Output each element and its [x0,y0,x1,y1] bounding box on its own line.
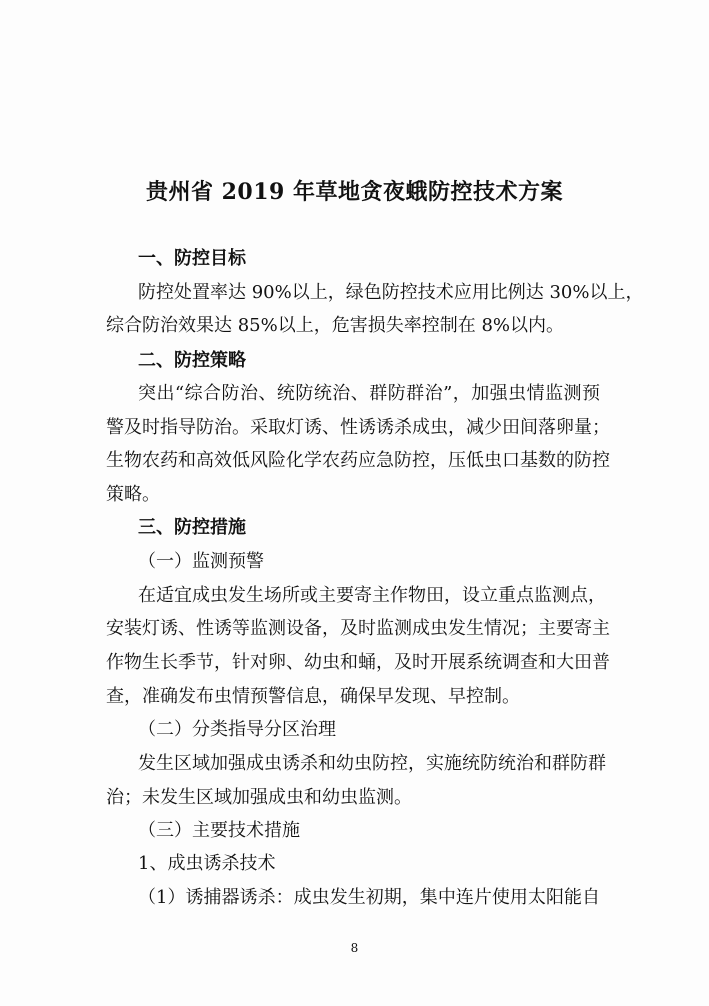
paragraph-line: （1）诱捕器诱杀：成虫发生初期，集中连片使用太阳能自 [138,887,600,908]
subsection-heading-2: （二）分类指导分区治理 [138,719,336,740]
paragraph-line: 发生区域加强成虫诱杀和幼虫防控，实施统防统治和群防群 [138,753,606,774]
section-heading-1: 一、防控目标 [138,248,246,269]
document-title: 贵州省 2019 年草地贪夜蛾防控技术方案 [145,179,564,205]
paragraph-line: 在适宜成虫发生场所或主要寄主作物田，设立重点监测点， [138,585,606,606]
paragraph-line: 策略。 [106,484,160,505]
section-heading-3: 三、防控措施 [138,517,246,538]
paragraph-line: 治；未发生区域加强成虫和幼虫监测。 [106,787,412,808]
paragraph-line: 作物生长季节，针对卵、幼虫和蛹，及时开展系统调查和大田普 [106,652,610,673]
paragraph-line: 查，准确发布虫情预警信息，确保早发现、早控制。 [106,686,520,707]
numbered-item-heading: 1、成虫诱杀技术 [138,853,276,874]
page-number: 8 [350,941,359,955]
paragraph-line: 防控处置率达 90%以上，绿色防控技术应用比例达 30%以上， [138,282,644,303]
paragraph-line: 安装灯诱、性诱等监测设备，及时监测成虫发生情况；主要寄主 [106,618,610,639]
paragraph-line: 生物农药和高效低风险化学农药应急防控，压低虫口基数的防控 [106,450,610,471]
section-heading-2: 二、防控策略 [138,350,246,371]
subsection-heading-1: （一）监测预警 [138,551,264,572]
paragraph-line: 警及时指导防治。采取灯诱、性诱诱杀成虫，减少田间落卵量； [106,417,610,438]
subsection-heading-3: （三）主要技术措施 [138,820,300,841]
paragraph-line: 综合防治效果达 85%以上，危害损失率控制在 8%以内。 [106,315,565,336]
paragraph-line: 突出“综合防治、统防统治、群防群治”，加强虫情监测预 [138,383,600,404]
